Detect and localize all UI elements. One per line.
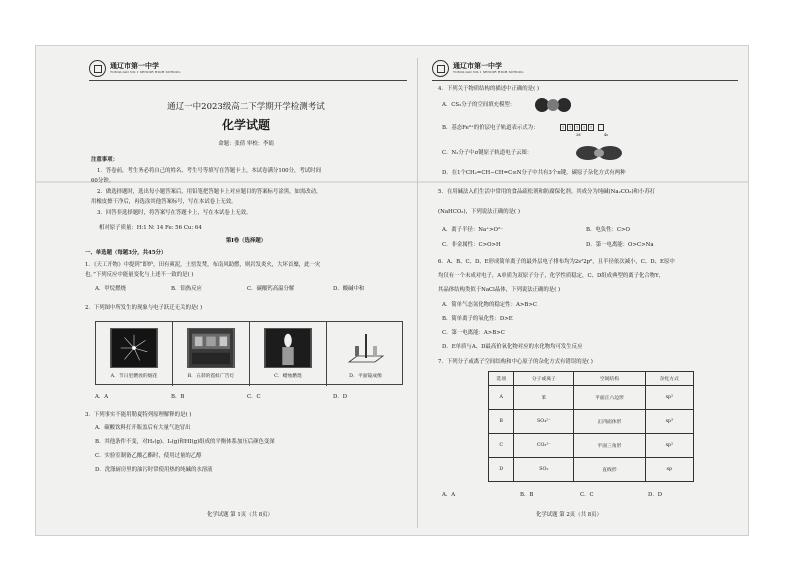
table-header: 分子或离子 [514, 372, 574, 386]
orbital-label-4s: 4s [604, 133, 609, 137]
q4-option-c: C．N₂分子中σ键原子轨道电子云图： [442, 150, 533, 156]
fe3-orbital-diagram [560, 124, 605, 131]
table-cell: CO₃²⁻ [514, 434, 574, 458]
q2-option-d: D．D [333, 394, 348, 400]
table-cell: D [489, 458, 514, 482]
q2-caption-a: A．节日里燃放的烟花 [110, 374, 158, 379]
q2-image-table [95, 321, 403, 385]
page-2 [424, 46, 742, 536]
section-title: 一、单选题（每题3分，共45分） [85, 250, 167, 256]
table-header: 杂化方式 [645, 372, 693, 386]
notice-line: 60分钟。 [91, 178, 115, 184]
orbital-label-3d: 3d [576, 133, 581, 137]
cs2-space-filling-model-icon [532, 96, 574, 114]
header-rule [432, 80, 738, 81]
q3-option-b: B．其他条件不变，对H₂(g)、I₂(g)和HI(g)组成的平衡体系加压后颜色变深 [95, 439, 275, 445]
q6-stem: 均仅有一个未成对电子，A单质为双原子分子，化学性质稳定，C、D组成典型的离子化合物Y， [438, 273, 665, 279]
orbital-box [598, 124, 604, 131]
table-cell: sp² [645, 434, 693, 458]
exam-subject: 化学试题 [221, 118, 270, 132]
notice-line: 用橡皮擦干净后，再选涂其他答案标号，写在本试卷上无效。 [91, 199, 237, 205]
orbital-box: ↑ [575, 125, 579, 130]
q7-option-d: D．D [648, 492, 663, 498]
table-cell: 平面三角形 [574, 434, 645, 458]
table-cell: SO₂ [514, 458, 574, 482]
table-row [489, 386, 694, 410]
q1-stem: 也。”下列反应中能量变化与上述不一致的是( ) [85, 272, 194, 278]
q6-option-c: C．第一电离能：A>B>C [442, 330, 505, 336]
orbital-box: ↑ [582, 125, 586, 130]
school-logo-icon [432, 60, 449, 77]
q4-option-a: A．CS₂分子的空间填充模型： [442, 102, 516, 108]
q5-option-b: B．电负性：C>O [586, 227, 630, 233]
q5-stem: (NaHCO₃)，下列说法正确的是( ) [438, 209, 520, 215]
atomic-mass: 相对原子质量：H:1 N: 14 Fe: 56 Cu: 64 [99, 225, 202, 231]
table-row [489, 410, 694, 434]
table-row [489, 434, 694, 458]
q2-cell-d [327, 322, 404, 386]
q6-option-b: B．简单离子的氧化性：D>E [442, 316, 513, 322]
table-cell: 直线形 [574, 458, 645, 482]
school-header [432, 58, 524, 78]
q2-option-a: A．A [95, 394, 109, 400]
q4-option-b: B．基态Fe³⁺的价层电子轨道表示式为： [442, 125, 539, 131]
q3-option-d: D．洗涤厨房里的油污时常使用热的纯碱的水溶液 [95, 467, 213, 473]
neon-sign-image [187, 328, 235, 368]
notice-line: 1．答卷前，考生务必将自己的姓名、考生号等填写在答题卡上，本试卷满分100分，考试时间 [97, 168, 321, 174]
q2-cell-c [250, 322, 327, 386]
q3-stem: 3．下列事实不能用勒夏特列原理解释的是( ) [85, 412, 192, 418]
q3-option-c: C．实验室制备乙酸乙酯时，使用过量的乙醇 [95, 453, 202, 459]
table-header: 选项 [489, 372, 514, 386]
part-title: 第Ⅰ卷（选择题） [225, 238, 267, 244]
plane-mirror-image [345, 328, 387, 368]
q6-stem: 其晶体结构类似于NaCl晶体，下列说法正确的是( ) [438, 287, 561, 293]
exam-title: 通辽一中2023级高二下学期开学检测考试 [167, 102, 325, 112]
table-header-row [489, 372, 694, 386]
q5-option-c: C．非金属性：C>O>H [442, 242, 501, 248]
q1-option-c: C．碳酸钙高温分解 [247, 286, 295, 292]
q4-stem: 4．下列关于物质结构的描述中正确的是( ) [438, 86, 539, 92]
table-cell: B [489, 410, 514, 434]
orbital-box: ↑ [589, 125, 593, 130]
page-1 [81, 46, 411, 536]
q2-caption-c: C．蜡烛燃烧 [274, 374, 302, 379]
school-header [89, 58, 181, 78]
table-cell: A [489, 386, 514, 410]
orbital-box: ↑ [568, 125, 572, 130]
q2-stem: 2．下列图中所发生的现象与电子跃迁无关的是( ) [85, 305, 203, 311]
school-name-en: TONGLIAO NO.1 SENIOR HIGH SCHOOL [110, 70, 181, 74]
notice-title: 注意事项： [91, 157, 118, 163]
table-cell: sp² [645, 386, 693, 410]
q7-stem: 7．下列分子或离子空间结构和中心原子的杂化方式有错误的是( ) [438, 359, 593, 365]
page-1-footer: 化学试题 第 1页（共 8页） [207, 512, 273, 518]
q2-cell-b [173, 322, 250, 386]
q2-cell-a [96, 322, 173, 386]
q2-caption-b: B．五彩的霓虹广告灯 [187, 374, 235, 379]
table-cell: 平面正六边形 [574, 386, 645, 410]
fireworks-image [110, 328, 158, 368]
table-cell: sp³ [645, 410, 693, 434]
exam-authors: 命题：张倩 审校：李娟 [218, 141, 274, 147]
school-logo-icon [89, 60, 106, 77]
page-2-footer: 化学试题 第 2页（共 8页） [536, 512, 602, 518]
q6-option-a: A．简单气态氢化物的稳定性：A>B>C [442, 302, 537, 308]
table-cell: 正四面体形 [574, 410, 645, 434]
notice-line: 3．回答非选择题时，将答案写在答题卡上，写在本试卷上无效。 [97, 210, 252, 216]
q1-option-b: B．铝热反应 [171, 286, 202, 292]
q6-stem: 6．A、B、C、D、E形成简单离子的最外层电子排布均为2s²2p⁶，且半径依次减小，C、D、E原中 [438, 259, 675, 265]
scanned-exam-sheet [35, 45, 749, 536]
q2-option-c: C．C [247, 394, 261, 400]
table-cell: 苯 [514, 386, 574, 410]
notice-line: 2．做选择题时，选出每小题答案后，用铅笔把答题卡上对应题目的答案标号涂黑，如需改动， [97, 189, 322, 195]
q7-option-a: A．A [442, 492, 456, 498]
q7-table [488, 371, 694, 482]
sigma-bond-cloud-icon [574, 144, 624, 162]
q7-option-b: B．B [520, 492, 534, 498]
school-name: 通辽市第一中学 [453, 61, 502, 70]
q6-option-d: D．E单质与A、D最高价氧化物对应的水化物均可发生反应 [442, 344, 583, 350]
table-row [489, 458, 694, 482]
q1-stem: 1．《天工开物》中提到“即炉，田有爽泥，土窑发焚，布南风助燃，则岩发炎火，大坏首糜，此一灾 [85, 262, 321, 268]
page-divider [417, 58, 418, 528]
header-rule [89, 80, 407, 81]
school-name: 通辽市第一中学 [110, 61, 159, 70]
table-cell: C [489, 434, 514, 458]
table-cell: SO₄²⁻ [514, 410, 574, 434]
q5-stem: 5．在用碱法入们生活中常用的食品疏松剂和防腐保化剂。其成分为纯碱(Na₂CO₃)和小苏打 [438, 189, 656, 195]
table-cell: sp [645, 458, 693, 482]
q4-option-d: D．在1个CH₂=CH−CH=C≡N分子中共有3个π键，碳原子杂化方式有两种 [442, 170, 626, 176]
q3-option-a: A．碳酸饮料打开瓶盖后有大量气泡冒出 [95, 425, 191, 431]
table-header: 空间结构 [574, 372, 645, 386]
q7-option-c: C．C [580, 492, 594, 498]
school-name-en: TONGLIAO NO.1 SENIOR HIGH SCHOOL [453, 70, 524, 74]
candle-image [264, 328, 312, 368]
orbital-box: ↑ [561, 125, 565, 130]
q1-option-d: D．酸碱中和 [333, 286, 365, 292]
q2-option-b: B．B [171, 394, 185, 400]
q5-option-a: A．离子半径：Na⁺>O²⁻ [442, 227, 503, 233]
q2-caption-d: D．平面镜成像 [349, 374, 382, 379]
q5-option-d: D．第一电离能：O>C>Na [586, 242, 654, 248]
q1-option-a: A．甲烷燃烧 [95, 286, 126, 292]
